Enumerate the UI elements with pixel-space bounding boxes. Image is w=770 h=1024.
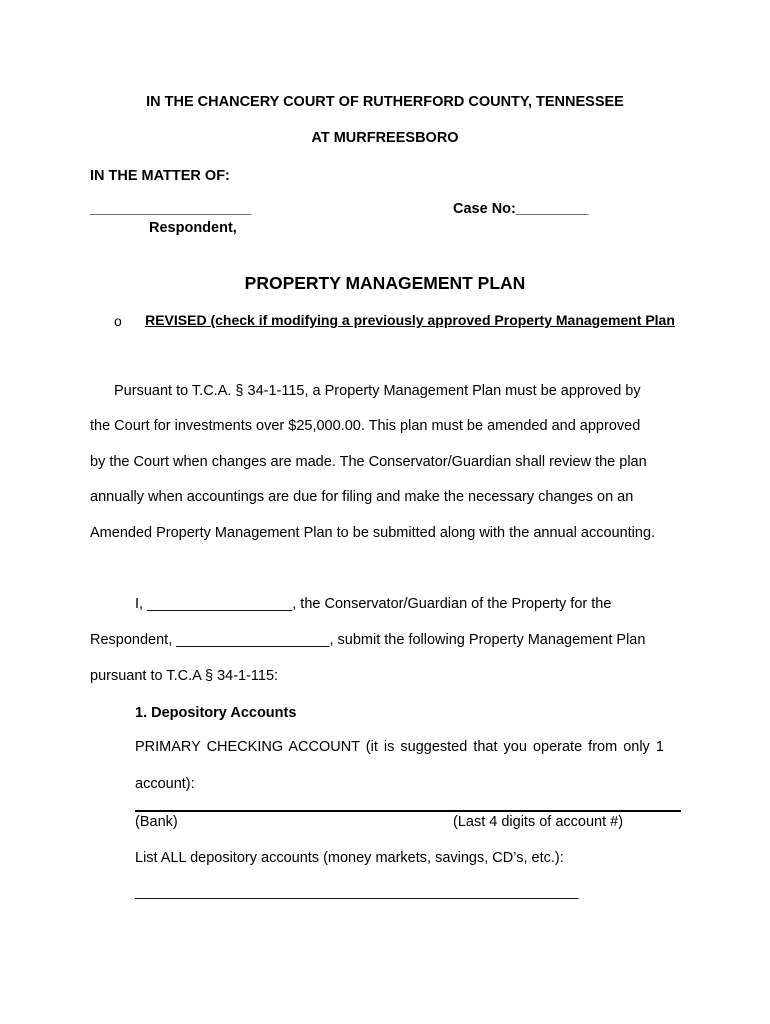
document-title: PROPERTY MANAGEMENT PLAN bbox=[244, 273, 526, 293]
revised-checkbox[interactable]: o bbox=[114, 313, 122, 329]
revised-option-label: REVISED (check if modifying a previously approved Property Management Plan bbox=[145, 312, 675, 328]
case-number-field: Case No:_________ bbox=[453, 201, 589, 217]
intro-line: by the Court when changes are made. The Conservator/Guardian shall review the plan bbox=[90, 454, 647, 470]
account-last4-label: (Last 4 digits of account #) bbox=[453, 814, 624, 830]
intro-line: annually when accountings are due for filing and make the necessary changes on an bbox=[90, 489, 634, 505]
statement-line: I, __________________, the Conservator/Guardian of the Property for the bbox=[135, 596, 612, 612]
primary-checking-label: PRIMARY CHECKING ACCOUNT (it is suggested that you operate from only 1 bbox=[135, 739, 664, 755]
statement-line: Respondent, ___________________, submit the following Property Management Plan bbox=[90, 632, 646, 648]
bank-label: (Bank) bbox=[135, 814, 178, 830]
matter-label: IN THE MATTER OF: bbox=[90, 168, 230, 184]
intro-line: Amended Property Management Plan to be submitted along with the annual accounting. bbox=[90, 525, 656, 541]
section-heading-depository-accounts: 1. Depository Accounts bbox=[135, 705, 297, 721]
statement-line: pursuant to T.C.A § 34-1-115: bbox=[90, 668, 279, 684]
respondent-label: Respondent, bbox=[149, 220, 237, 236]
intro-line: the Court for investments over $25,000.00. This plan must be amended and approved bbox=[90, 418, 641, 434]
court-heading: IN THE CHANCERY COURT OF RUTHERFORD COUNTY, TENNESSEE bbox=[146, 94, 624, 110]
depository-list-label: List ALL depository accounts (money markets, savings, CD’s, etc.): bbox=[135, 850, 564, 866]
intro-line: Pursuant to T.C.A. § 34-1-115, a Property Management Plan must be approved by bbox=[114, 383, 641, 399]
depository-list-blank[interactable]: _______________________________________________________ bbox=[135, 884, 579, 900]
court-location: AT MURFREESBORO bbox=[311, 130, 459, 146]
primary-checking-label-cont: account): bbox=[135, 776, 195, 792]
respondent-name-blank: ____________________ bbox=[90, 201, 252, 217]
bank-entry-line[interactable] bbox=[135, 810, 681, 812]
